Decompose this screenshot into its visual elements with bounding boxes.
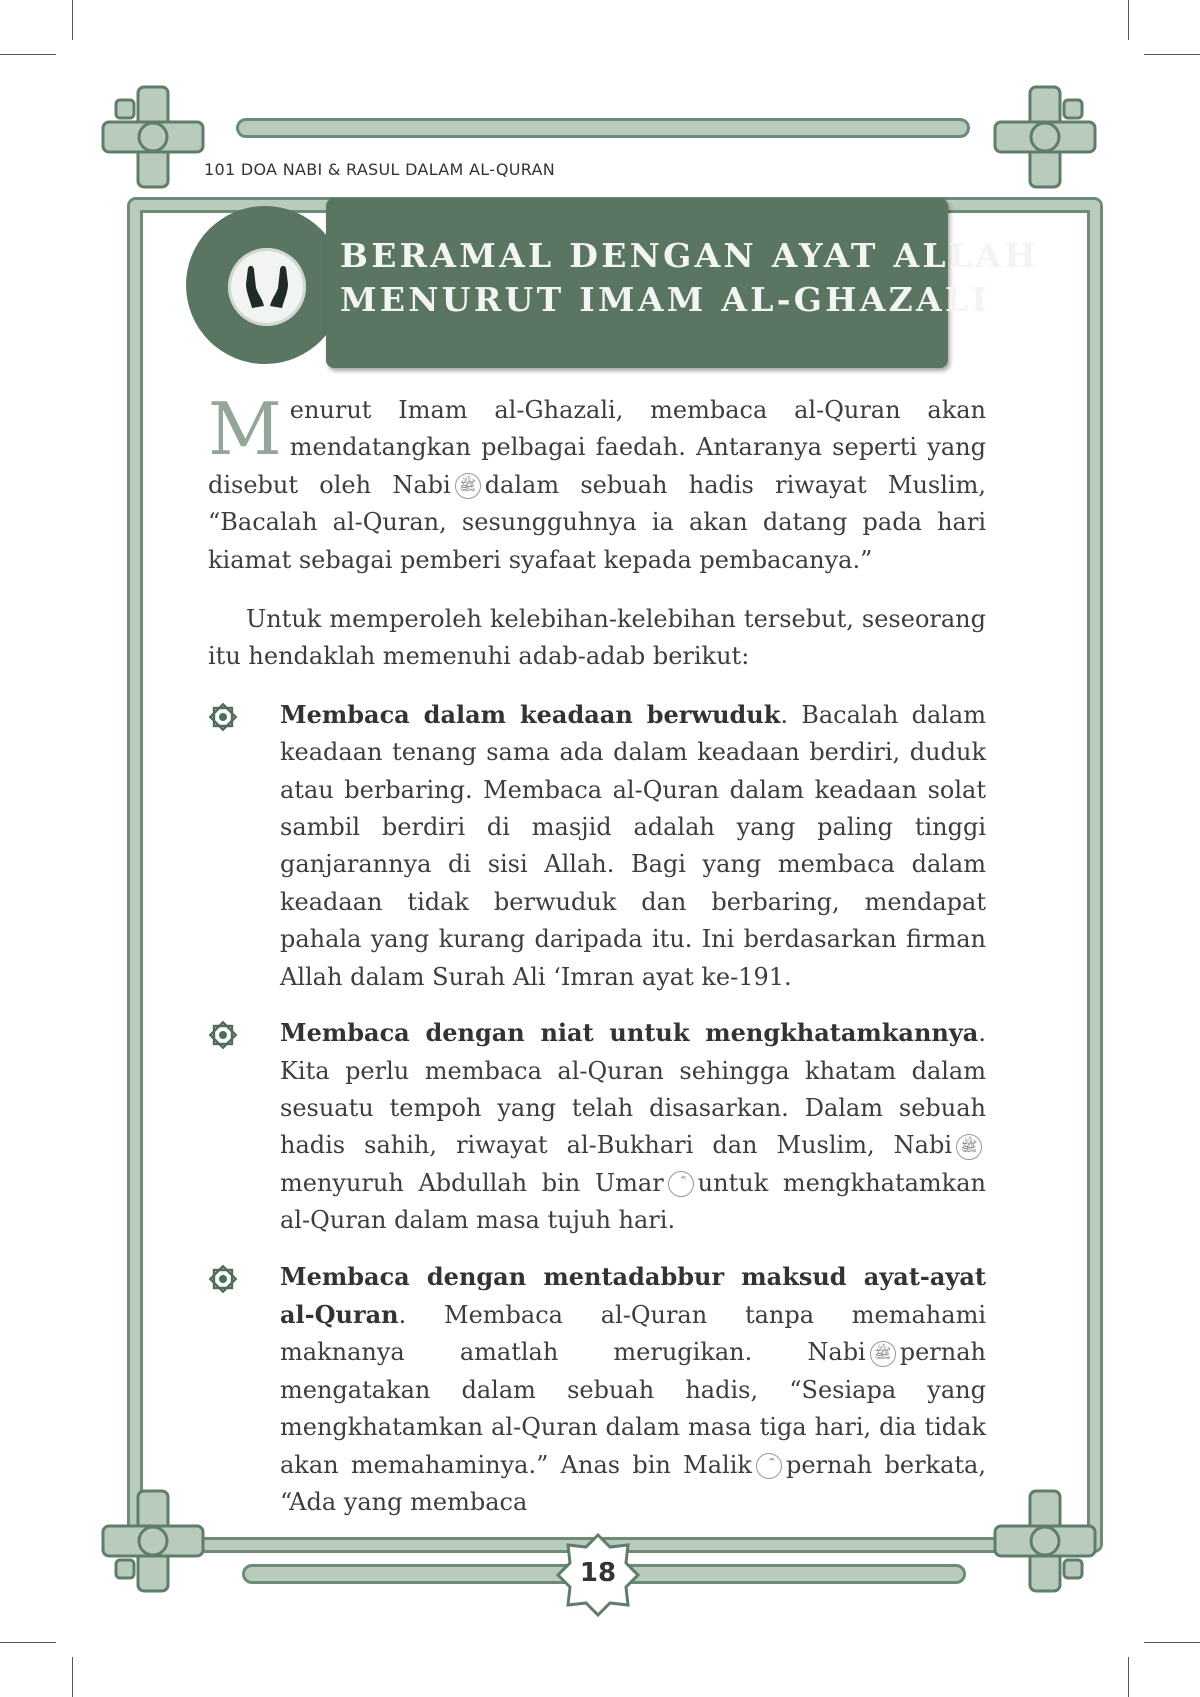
crop-mark (0, 54, 56, 55)
intro-text-a: enurut Imam al-Ghazali, membaca al-Quran akan mendatangkan pelbagai faedah. Antaranya seperti yang disebut oleh Nabi (208, 396, 986, 499)
chapter-title-line-2: MENURUT IMAM AL-GHAZALI (340, 280, 991, 319)
salawat-icon: ﷺ (870, 1341, 896, 1367)
crop-mark (1128, 1657, 1129, 1697)
list-item (208, 1014, 986, 1239)
page-number: 18 (579, 1558, 617, 1588)
item-text: . Bacalah dalam keadaan tenang sama ada dalam keadaan berdiri, duduk atau berbaring. Membaca al-Quran dalam keadaan solat sambil berdiri di masjid adalah yang paling tinggi ganjarannya di sisi Allah. Bagi yang membaca dalam keadaan tidak berwuduk dan berbaring, mendapat pahala yang kurang daripada itu. Ini berdasarkan firman Allah dalam Surah Ali ‘Imran ayat ke-191. (280, 700, 986, 991)
item-text: . Membaca al-Quran tanpa memahami maknanya amatlah merugikan. Nabi (280, 1300, 986, 1367)
intro-paragraph (208, 387, 986, 579)
item-heading: Membaca dengan niat untuk mengkhatamkannya (280, 1018, 979, 1048)
salawat-icon: ﷺ (956, 1134, 982, 1160)
star-bullet-icon (208, 702, 238, 732)
crop-mark (1144, 54, 1200, 55)
intro-text-b: dalam sebuah hadis riwayat Muslim, “Bacalah al-Quran, sesungguhnya ia akan datang pada hari kiamat sebagai pemberi syafaat kepada pembacanya.” (208, 470, 986, 574)
item-text: menyuruh Abdullah bin Umar (280, 1168, 664, 1197)
salawat-icon: ﷺ (455, 473, 481, 499)
star-bullet-icon (208, 1264, 238, 1294)
corner-ornament-icon (990, 82, 1100, 192)
corner-ornament-icon (990, 1486, 1100, 1596)
item-text: pernah mengatakan dalam sebuah hadis, “Sesiapa yang mengkhatamkan al-Quran dalam masa tiga hari, dia tidak akan memahaminya.” Anas bin Malik (280, 1338, 986, 1479)
crop-mark (1128, 0, 1129, 40)
body-content (208, 387, 986, 1539)
crop-mark (1144, 1642, 1200, 1643)
running-header: 101 DOA NABI & RASUL DALAM AL-QURAN (204, 160, 556, 179)
radhiallah-icon (756, 1453, 782, 1479)
list-item (208, 1258, 986, 1522)
adab-list (208, 696, 986, 1522)
crop-mark (72, 1657, 73, 1697)
item-heading: Membaca dengan mentadabbur maksud ayat-ayat al-Quran (280, 1261, 986, 1329)
corner-ornament-icon (98, 82, 208, 192)
radhiallah-icon (668, 1171, 694, 1197)
second-paragraph: Untuk memperoleh kelebihan-kelebihan tersebut, seseorang itu hendaklah memenuhi adab-adab berikut: (208, 605, 986, 671)
corner-ornament-icon (98, 1486, 208, 1596)
item-heading: Membaca dalam keadaan berwuduk (280, 699, 781, 729)
crop-mark (0, 1642, 56, 1643)
chapter-title-line-1: BERAMAL DENGAN AYAT ALLAH (340, 236, 1039, 275)
list-item (208, 696, 986, 996)
crop-mark (72, 0, 73, 40)
item-text: . Kita perlu membaca al-Quran sehingga khatam dalam sesuatu tempoh yang telah disasarkan. Dalam sebuah hadis sahih, riwayat al-Bukhari dan Muslim, Nabi (280, 1019, 986, 1160)
item-text: pernah berkata, “Ada yang membaca (280, 1450, 986, 1516)
item-text: untuk mengkhatamkan al-Quran dalam masa tujuh hari. (280, 1168, 986, 1235)
top-border-bar (236, 118, 970, 138)
praying-hands-icon (244, 262, 290, 312)
star-bullet-icon (208, 1020, 238, 1050)
drop-cap: M (208, 387, 282, 471)
